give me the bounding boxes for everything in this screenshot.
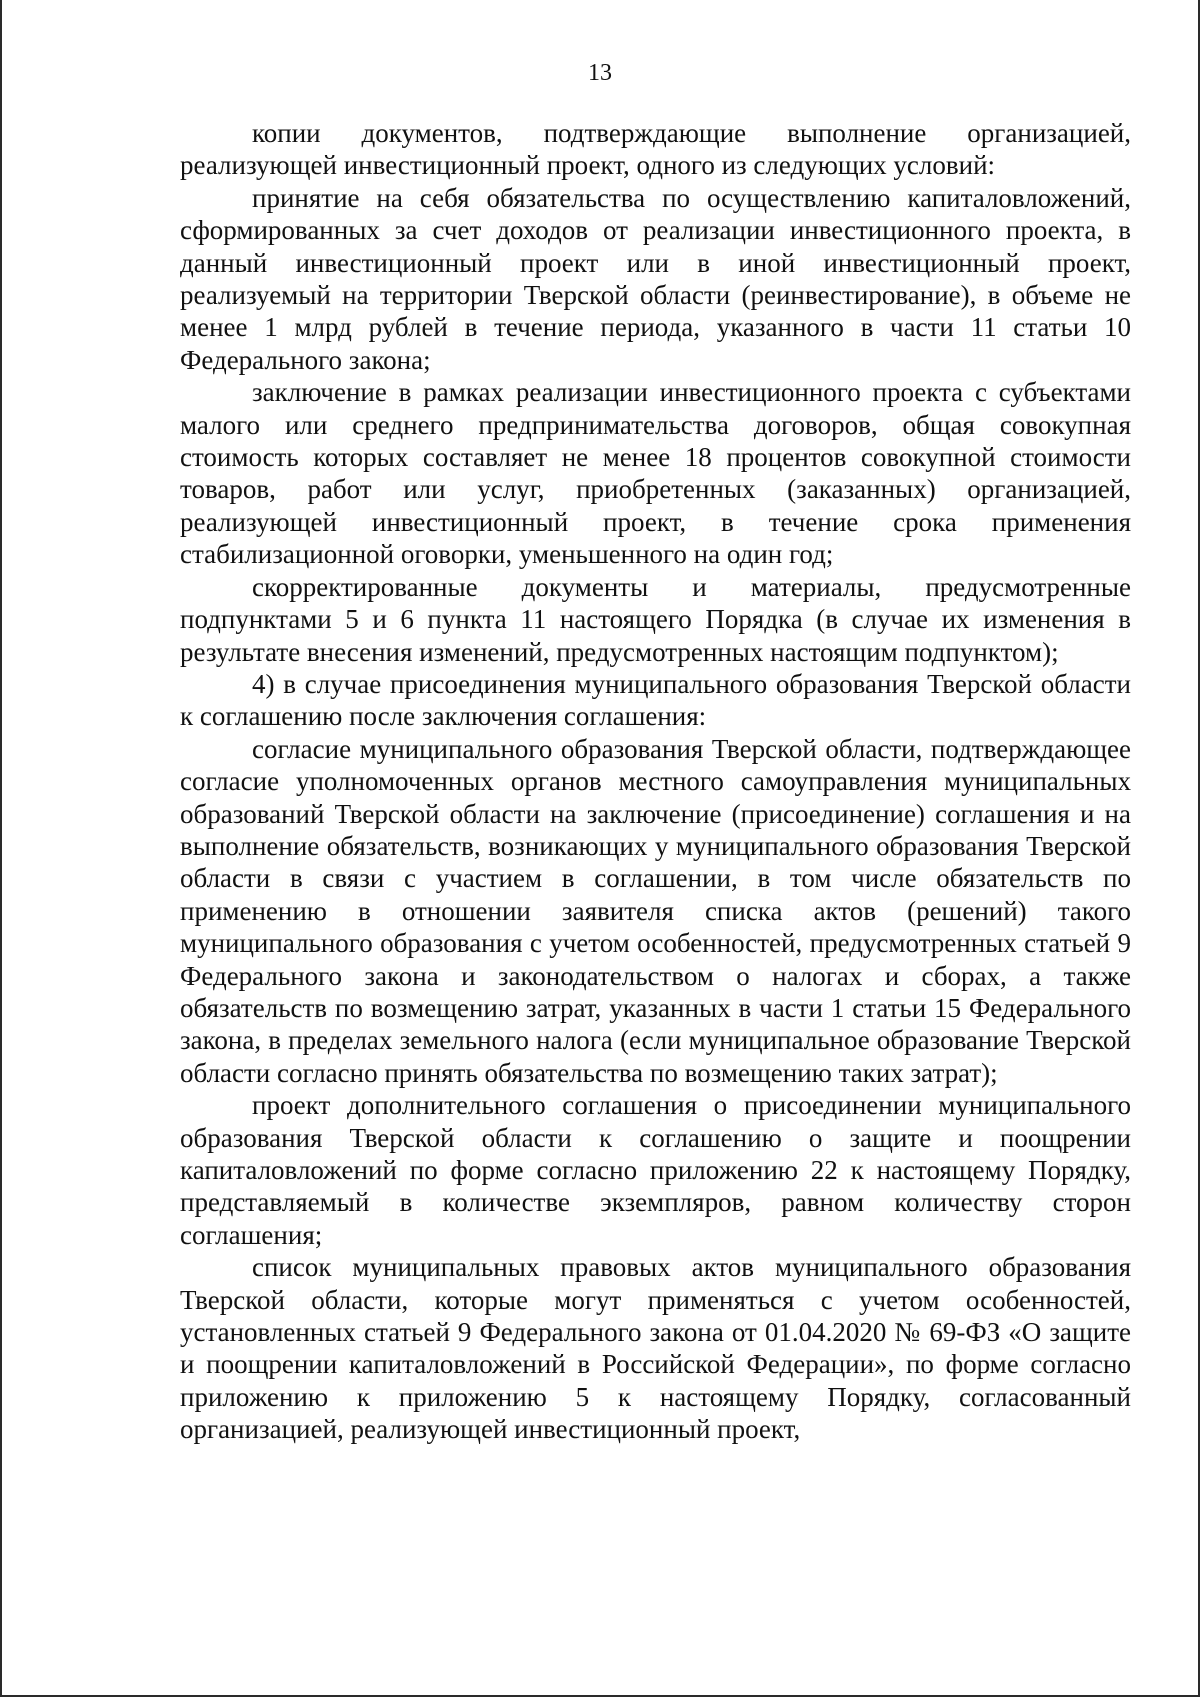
- paragraph-corrected-documents: скорректированные документы и материалы, предусмотренные подпунктами 5 и 6 пункта 11 настоящего Порядка (в случае их изменения в результате внесения изменений, предусмотренных настоящим подпунктом);: [180, 571, 1131, 667]
- document-body: [180, 117, 1131, 1446]
- paragraph-supplementary-agreement: проект дополнительного соглашения о присоединении муниципального образования Тверской области к соглашению о защите и поощрении капиталовложений по форме согласно приложению 22 к настоящему Порядку, представляемый в количестве экземпляров, равном количеству сторон соглашения;: [180, 1090, 1131, 1250]
- paragraph-municipal-acts-list: список муниципальных правовых актов муниципального образования Тверской области, которые могут применяться с учетом особенностей, установленных статьей 9 Федерального закона от 01.04.2020 № 69-ФЗ «О защите и поощрении капиталовложений в Российской Федерации», по форме согласно приложению к приложению 5 к настоящему Порядку, согласованный организацией, реализующей инвестиционный проект,: [180, 1252, 1131, 1445]
- paragraph-document-copies: копии документов, подтверждающие выполнение организацией, реализующей инвестиционный проект, одного из следующих условий:: [180, 118, 1131, 181]
- page-number: 13: [588, 60, 612, 86]
- paragraph-item-4: 4) в случае присоединения муниципального образования Тверской области к соглашению после заключения соглашения:: [180, 668, 1131, 732]
- paragraph-municipal-consent: согласие муниципального образования Тверской области, подтверждающее согласие уполномоченных органов местного самоуправления муниципальных образований Тверской области на заключение (присоединение) соглашения и на выполнение обязательств, возникающих у муниципального образования Тверской области в связи с участием в соглашении, в том числе обязательств по применению в отношении заявителя списка актов (решений) такого муниципального образования с учетом особенностей, предусмотренных статьей 9 Федерального закона и законодательством о налогах и сборах, а также обязательств по возмещению затрат, указанных в части 1 статьи 15 Федерального закона, в пределах земельного налога (если муниципальное образование Тверской области согласно принять обязательства по возмещению таких затрат);: [180, 733, 1131, 1088]
- paragraph-reinvestment: принятие на себя обязательства по осуществлению капиталовложений, сформированных за счет доходов от реализации инвестиционного проекта, в данный инвестиционный проект или в иной инвестиционный проект, реализуемый на территории Тверской области (реинвестирование), в объеме не менее 1 млрд рублей в течение периода, указанного в части 11 статьи 10 Федерального закона;: [180, 182, 1131, 375]
- paragraph-sme-contracts: заключение в рамках реализации инвестиционного проекта с субъектами малого или среднего предпринимательства договоров, общая совокупная стоимость которых составляет не менее 18 процентов совокупной стоимости товаров, работ или услуг, приобретенных (заказанных) организацией, реализующей инвестиционный проект, в течение срока применения стабилизационной оговорки, уменьшенного на один год;: [180, 377, 1131, 570]
- scan-edge-left: [0, 0, 2, 1697]
